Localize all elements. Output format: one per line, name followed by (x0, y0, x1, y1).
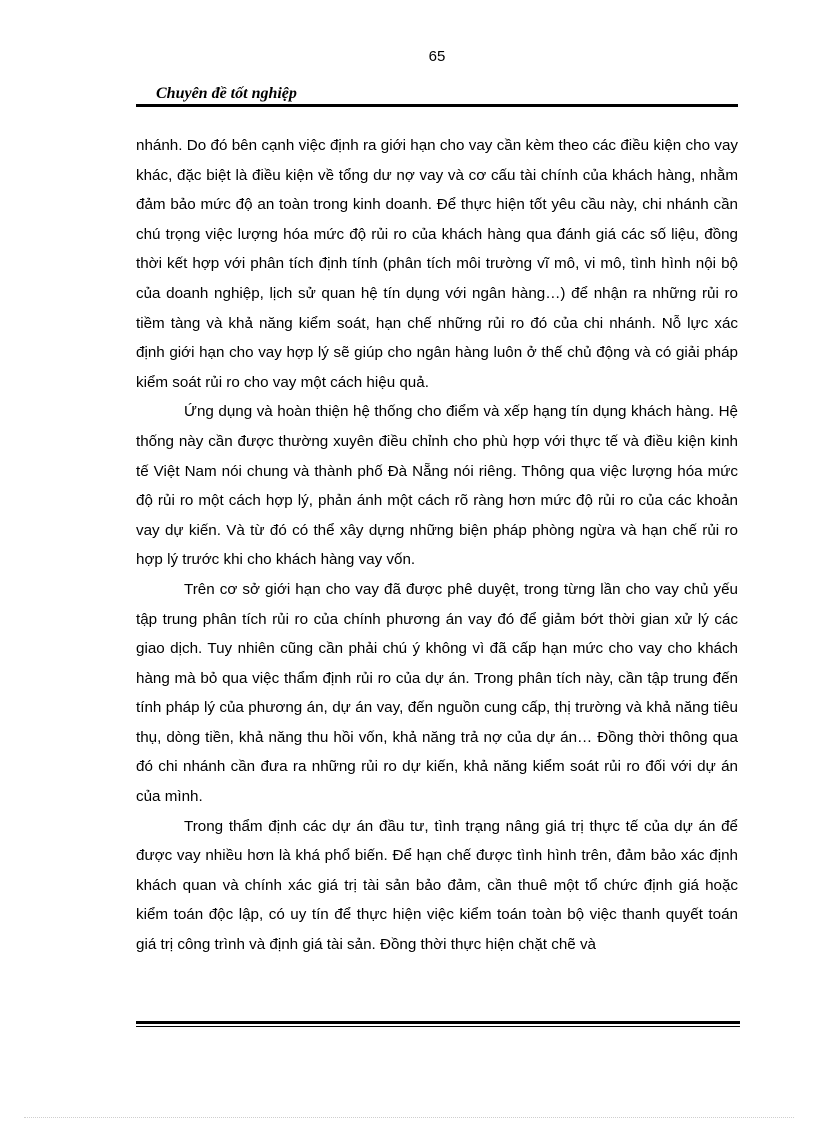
footer-rule-thin (136, 1026, 740, 1027)
body-text (136, 131, 738, 960)
paragraph-1: nhánh. Do đó bên cạnh việc định ra giới hạn cho vay cần kèm theo các điều kiện cho vay khác, đặc biệt là điều kiện về tổng dư nợ vay và cơ cấu tài chính của khách hàng, nhằm đảm bảo mức độ an toàn trong kinh doanh. Để thực hiện tốt yêu cầu này, chi nhánh cần chú trọng việc lượng hóa mức độ rủi ro của khách hàng qua đánh giá các số liệu, đồng thời kết hợp với phân tích định tính (phân tích môi trường vĩ mô, vi mô, tình hình nội bộ của doanh nghiệp, lịch sử quan hệ tín dụng với ngân hàng…) để nhận ra những rủi ro tiềm tàng và khả năng kiểm soát, hạn chế những rủi ro đó của chi nhánh. Nỗ lực xác định giới hạn cho vay hợp lý sẽ giúp cho ngân hàng luôn ở thế chủ động và có giải pháp kiểm soát rủi ro cho vay một cách hiệu quả. (136, 137, 738, 391)
header-rule (136, 104, 738, 107)
footer-rule-thick (136, 1021, 740, 1024)
page-number: 65 (428, 48, 446, 65)
running-header-title: Chuyên đề tốt nghiệp (156, 85, 297, 102)
paragraph-3: Trên cơ sở giới hạn cho vay đã được phê duyệt, trong từng lần cho vay chủ yếu tập trung phân tích rủi ro của chính phương án vay đó để giảm bớt thời gian xử lý các giao dịch. Tuy nhiên cũng cần phải chú ý không vì đã cấp hạn mức cho vay cho khách hàng mà bỏ qua việc thẩm định rủi ro của dự án. Trong phân tích này, cần tập trung đến tính pháp lý của phương án, dự án vay, đến nguồn cung cấp, thị trường và khả năng tiêu thụ, dòng tiền, khả năng thu hồi vốn, khả năng trả nợ của dự án… Đồng thời thông qua đó chi nhánh cần đưa ra những rủi ro dự kiến, khả năng kiểm soát rủi ro đối với dự án của mình. (136, 580, 738, 806)
paragraph-4: Trong thẩm định các dự án đầu tư, tình trạng nâng giá trị thực tế của dự án để được vay nhiều hơn là khá phổ biến. Để hạn chế được tình hình trên, đảm bảo xác định khách quan và chính xác giá trị tài sản bảo đảm, cần thuê một tổ chức định giá hoặc kiểm toán độc lập, có uy tín để thực hiện việc kiểm toán toàn bộ việc thanh quyết toán giá trị công trình và định giá tài sản. Đồng thời thực hiện chặt chẽ và (136, 817, 738, 954)
page-bottom-border (24, 1117, 794, 1118)
paragraph-2: Ứng dụng và hoàn thiện hệ thống cho điểm và xếp hạng tín dụng khách hàng. Hệ thống này cần được thường xuyên điều chỉnh cho phù hợp với thực tế và điều kiện kinh tế Việt Nam nói chung và thành phố Đà Nẵng nói riêng. Thông qua việc lượng hóa mức độ rủi ro một cách hợp lý, phản ánh một cách rõ ràng hơn mức độ rủi ro của các khoản vay dự kiến. Và từ đó có thể xây dựng những biện pháp phòng ngừa và hạn chế rủi ro hợp lý trước khi cho khách hàng vay vốn. (136, 403, 738, 569)
